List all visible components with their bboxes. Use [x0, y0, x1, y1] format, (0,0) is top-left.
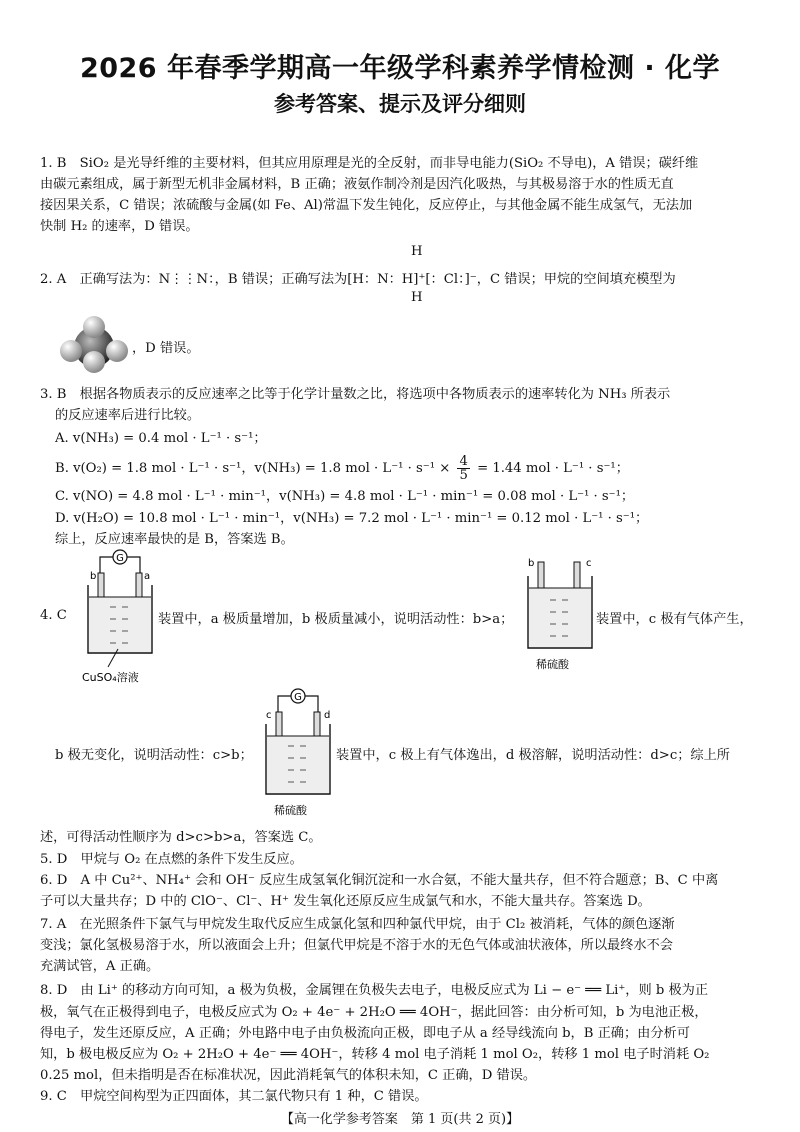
electrode-c-label: c	[266, 710, 272, 721]
answer-2-line: ，D 错误。	[132, 341, 200, 356]
figure-caption: 稀硫酸	[274, 804, 307, 817]
answer-4-line: 述，可得活动性顺序为 d>c>b>a，答案选 C。	[40, 830, 322, 845]
electron-formula-cl: Cl	[443, 272, 459, 287]
electron-formula-n: N	[377, 272, 389, 287]
page-title: 2026 年春季学期高一年级学科素养学情检测 · 化学	[79, 53, 721, 84]
electron-formula-h-top: H	[411, 244, 423, 259]
answer-7-line: 充满试管，A 正确。	[40, 959, 160, 974]
answer-6-line: 6. D A 中 Cu²⁺、NH₄⁺ 会和 OH⁻ 反应生成氢氧化铜沉淀和一水合氨，不能大量共存，但不符合题意；B、C 中离	[40, 873, 719, 888]
electrode-d-label: d	[324, 710, 331, 721]
answer-2-text-c: ：]⁻，C 错误；甲烷的空间填充模型为	[458, 272, 676, 287]
answer-4-line: b 极无变化，说明活动性：c>b；	[55, 748, 253, 763]
answer-2-line	[40, 268, 676, 287]
answer-9: 9. C 甲烷空间构型为正四面体，其二氯代物只有 1 种，C 错误。	[40, 1089, 428, 1104]
page-footer: 【高一化学参考答案 第 1 页(共 2 页)】	[280, 1112, 520, 1127]
answer-8-line: 极，氧气在正极得到电子，电极反应式为 O₂ + 4e⁻ + 2H₂O ══ 4OH⁻，据此回答：由分析可知，b 为电池正极，	[40, 1005, 708, 1020]
answer-3-option-b	[55, 455, 629, 482]
fraction-numerator: 4	[459, 454, 468, 469]
figure-caption: CuSO₄溶液	[82, 671, 139, 684]
fraction-denominator: 5	[459, 468, 468, 483]
answer-1-line: 1. B SiO₂ 是光导纤维的主要材料，但其应用原理是光的全反射，而非导电能力(SiO₂ 不导电)，A 错误；碳纤维	[40, 156, 699, 171]
galvanometer-label: G	[116, 553, 124, 564]
answer-2-text-a: 2. A 正确写法为：N⋮⋮N：，B 错误；正确写法为[H：	[40, 272, 378, 287]
cell-dilute-sulfuric-acid	[522, 556, 600, 676]
electrode-c-label: c	[586, 558, 592, 569]
answer-3-option-d: D. v(H₂O) = 10.8 mol · L⁻¹ · min⁻¹，v(NH₃) = 7.2 mol · L⁻¹ · min⁻¹ = 0.12 mol · L⁻¹ · s⁻¹；	[55, 511, 649, 526]
electrode-a-label: a	[144, 571, 151, 582]
answer-4-line: 装置中，c 极有气体产生，	[596, 612, 753, 627]
answer-5: 5. D 甲烷与 O₂ 在点燃的条件下发生反应。	[40, 852, 303, 867]
galvanometer-label: G	[294, 692, 302, 703]
answer-4-line: 装置中，c 极上有气体逸出，d 极溶解，说明活动性：d>c；综上所	[336, 748, 730, 763]
answer-3-option-b-post: = 1.44 mol · L⁻¹ · s⁻¹；	[477, 461, 629, 476]
answer-8-line: 知，b 极电极反应为 O₂ + 2H₂O + 4e⁻ ══ 4OH⁻，转移 4 mol 电子消耗 1 mol O₂，转移 1 mol 电子时消耗 O₂	[40, 1047, 710, 1062]
answer-1-line: 快制 H₂ 的速率，D 错误。	[40, 219, 199, 234]
answer-4-label: 4. C	[40, 608, 67, 623]
answer-3-line: 3. B 根据各物质表示的反应速率之比等于化学计量数之比，将选项中各物质表示的速率转化为 NH₃ 所表示	[40, 387, 671, 402]
answer-1-line: 由碳元素组成，属于新型无机非金属材料，B 正确；液氨作制冷剂是因汽化吸热，与其极易溶于水的性质无直	[40, 177, 674, 192]
answer-8-line: 8. D 由 Li⁺ 的移动方向可知，a 极为负极，金属锂在负极失去电子，电极反应式为 Li − e⁻ ══ Li⁺，则 b 极为正	[40, 983, 709, 998]
answer-6-line: 子可以大量共存；D 中的 ClO⁻、Cl⁻、H⁺ 发生氧化还原反应生成氯气和水，不能大量共存。答案选 D。	[40, 894, 651, 909]
fraction	[457, 455, 469, 482]
answer-7-line: 7. A 在光照条件下氯气与甲烷发生取代反应生成氯化氢和四种氯代甲烷，由于 Cl₂ 被消耗，气体的颜色逐渐	[40, 917, 675, 932]
electron-formula-h-bottom: H	[411, 290, 423, 305]
answer-1-line: 接因果关系，C 错误；浓硫酸与金属(如 Fe、Al)常温下发生钝化，反应停止，与其他金属不能生成氢气，无法加	[40, 198, 693, 213]
page-subtitle: 参考答案、提示及评分细则	[274, 92, 526, 116]
answer-4-line: 装置中，a 极质量增加，b 极质量减小，说明活动性：b>a；	[158, 612, 514, 627]
galvanic-cell-dilute-sulfuric-acid	[258, 686, 338, 824]
answer-3-summary: 综上，反应速率最快的是 B，答案选 B。	[55, 532, 294, 547]
electrode-b-label: b	[90, 571, 97, 582]
answer-8-line: 得电子，发生还原反应，A 正确；外电路中电子由负极流向正极，即电子从 a 经导线流向 b，B 正确；由分析可	[40, 1026, 690, 1041]
answer-7-line: 变浅；氯化氢极易溶于水，所以液面会上升；但氯代甲烷是不溶于水的无色气体或油状液体，所以最终水不会	[40, 938, 673, 953]
answer-3-option-c: C. v(NO) = 4.8 mol · L⁻¹ · min⁻¹，v(NH₃) = 4.8 mol · L⁻¹ · min⁻¹ = 0.08 mol · L⁻¹ · s⁻¹；	[55, 489, 635, 504]
figure-caption: 稀硫酸	[536, 658, 569, 671]
galvanic-cell-cuso4	[78, 545, 158, 685]
methane-space-filling-model	[54, 315, 134, 375]
answer-2-text-b: ：H]⁺[：	[388, 272, 444, 287]
answer-3-option-b-pre: B. v(O₂) = 1.8 mol · L⁻¹ · s⁻¹，v(NH₃) = 1.8 mol · L⁻¹ · s⁻¹ ×	[55, 461, 451, 476]
answer-8-line: 0.25 mol，但未指明是否在标准状况，因此消耗氧气的体积未知，C 正确，D 错误。	[40, 1068, 537, 1083]
answer-3-option-a: A. v(NH₃) = 0.4 mol · L⁻¹ · s⁻¹；	[55, 431, 267, 446]
answer-3-line: 的反应速率后进行比较。	[55, 408, 201, 423]
electrode-b-label: b	[528, 558, 535, 569]
